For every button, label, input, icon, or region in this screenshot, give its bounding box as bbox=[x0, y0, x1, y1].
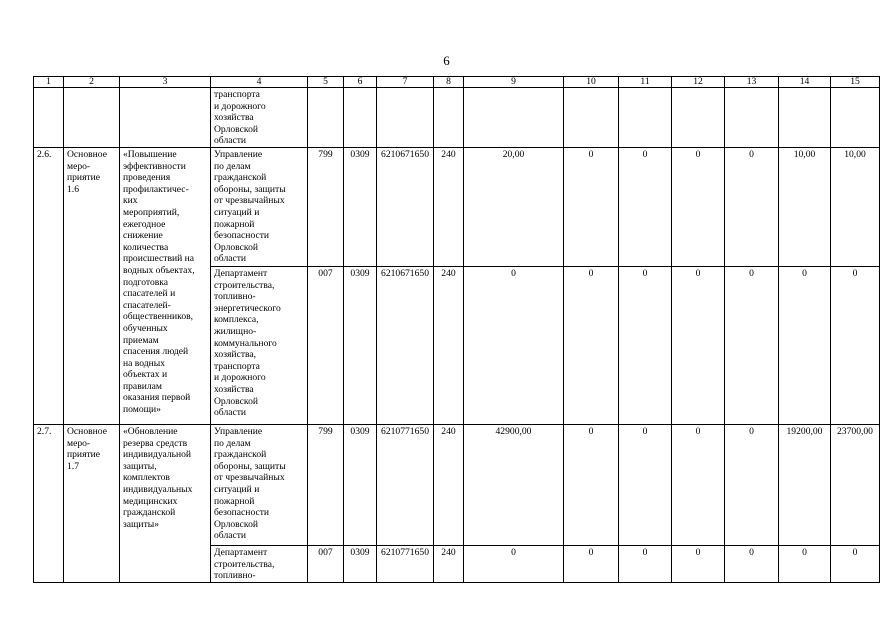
col-header: 5 bbox=[308, 77, 344, 88]
item-number: 2.7. bbox=[34, 425, 64, 583]
amount-cell: 0 bbox=[779, 267, 831, 425]
amount-cell: 0 bbox=[831, 546, 880, 583]
amount-cell: 10,00 bbox=[831, 148, 880, 267]
amount-cell: 0 bbox=[725, 546, 779, 583]
table-row bbox=[34, 148, 880, 267]
table-row-continuation bbox=[34, 88, 880, 148]
amount-cell: 0 bbox=[564, 546, 619, 583]
col-header: 6 bbox=[344, 77, 377, 88]
col-header: 14 bbox=[779, 77, 831, 88]
amount-cell: 0 bbox=[619, 546, 672, 583]
grbs-code: 799 bbox=[308, 425, 344, 546]
amount-total: 42900,00 bbox=[464, 425, 564, 546]
section-code: 0309 bbox=[344, 546, 377, 583]
amount-cell: 19200,00 bbox=[779, 425, 831, 546]
amount-cell: 0 bbox=[564, 148, 619, 267]
amount-cell: 0 bbox=[725, 425, 779, 546]
grbs-code: 007 bbox=[308, 546, 344, 583]
item-type: Основное меро- приятие 1.7 bbox=[64, 425, 120, 583]
target-article: 6210671650 bbox=[377, 148, 434, 267]
expense-type: 240 bbox=[434, 425, 464, 546]
target-article: 6210771650 bbox=[377, 425, 434, 546]
expense-type: 240 bbox=[434, 546, 464, 583]
amount-total: 0 bbox=[464, 267, 564, 425]
amount-cell: 0 bbox=[725, 267, 779, 425]
col-header: 12 bbox=[672, 77, 725, 88]
grbs-code: 799 bbox=[308, 148, 344, 267]
col-header: 7 bbox=[377, 77, 434, 88]
department-cell: Управление по делам гражданской обороны, защиты от чрезвычайных ситуаций и пожарной безопасности Орловской области bbox=[211, 425, 308, 546]
amount-cell: 0 bbox=[672, 267, 725, 425]
col-header: 10 bbox=[564, 77, 619, 88]
amount-cell: 0 bbox=[672, 425, 725, 546]
col-header: 3 bbox=[120, 77, 211, 88]
amount-cell: 0 bbox=[725, 148, 779, 267]
amount-cell: 0 bbox=[831, 267, 880, 425]
amount-cell: 0 bbox=[564, 267, 619, 425]
amount-cell: 0 bbox=[619, 425, 672, 546]
amount-total: 0 bbox=[464, 546, 564, 583]
col-header: 9 bbox=[464, 77, 564, 88]
target-article: 6210771650 bbox=[377, 546, 434, 583]
amount-cell: 0 bbox=[672, 546, 725, 583]
page-number: 6 bbox=[443, 53, 450, 68]
amount-cell: 0 bbox=[619, 148, 672, 267]
col-header: 1 bbox=[34, 77, 64, 88]
col-header: 2 bbox=[64, 77, 120, 88]
item-type: Основное меро- приятие 1.6 bbox=[64, 148, 120, 425]
col-header: 11 bbox=[619, 77, 672, 88]
department-cell: Управление по делам гражданской обороны, защиты от чрезвычайных ситуаций и пожарной безопасности Орловской области bbox=[211, 148, 308, 267]
program-activities-table bbox=[33, 76, 880, 583]
item-name: «Повышение эффективности проведения профилактичес- ких мероприятий, ежегодное снижение количества происшествий на водных объектах, подготовка спасателей и спасателей- общественников, обученных приемам спасения людей на водных объектах и правилам оказания первой помощи» bbox=[120, 148, 211, 425]
item-number: 2.6. bbox=[34, 148, 64, 425]
expense-type: 240 bbox=[434, 267, 464, 425]
department-cell: Департамент строительства, топливно- bbox=[211, 546, 308, 583]
amount-cell: 0 bbox=[564, 425, 619, 546]
col-header: 15 bbox=[831, 77, 880, 88]
amount-cell: 23700,00 bbox=[831, 425, 880, 546]
column-number-row bbox=[34, 77, 880, 88]
col-header: 4 bbox=[211, 77, 308, 88]
col-header: 13 bbox=[725, 77, 779, 88]
amount-cell: 0 bbox=[779, 546, 831, 583]
amount-cell: 10,00 bbox=[779, 148, 831, 267]
section-code: 0309 bbox=[344, 267, 377, 425]
expense-type: 240 bbox=[434, 148, 464, 267]
target-article: 6210671650 bbox=[377, 267, 434, 425]
col-header: 8 bbox=[434, 77, 464, 88]
department-cell: Департамент строительства, топливно- энергетического комплекса, жилищно- коммунального хозяйства, транспорта и дорожного хозяйства Орловской области bbox=[211, 267, 308, 425]
table-row bbox=[34, 425, 880, 546]
amount-total: 20,00 bbox=[464, 148, 564, 267]
section-code: 0309 bbox=[344, 425, 377, 546]
grbs-code: 007 bbox=[308, 267, 344, 425]
section-code: 0309 bbox=[344, 148, 377, 267]
item-name: «Обновление резерва средств индивидуальной защиты, комплектов индивидуальных медицинских гражданской защиты» bbox=[120, 425, 211, 583]
amount-cell: 0 bbox=[619, 267, 672, 425]
amount-cell: 0 bbox=[672, 148, 725, 267]
department-cell: транспорта и дорожного хозяйства Орловской области bbox=[211, 88, 308, 148]
